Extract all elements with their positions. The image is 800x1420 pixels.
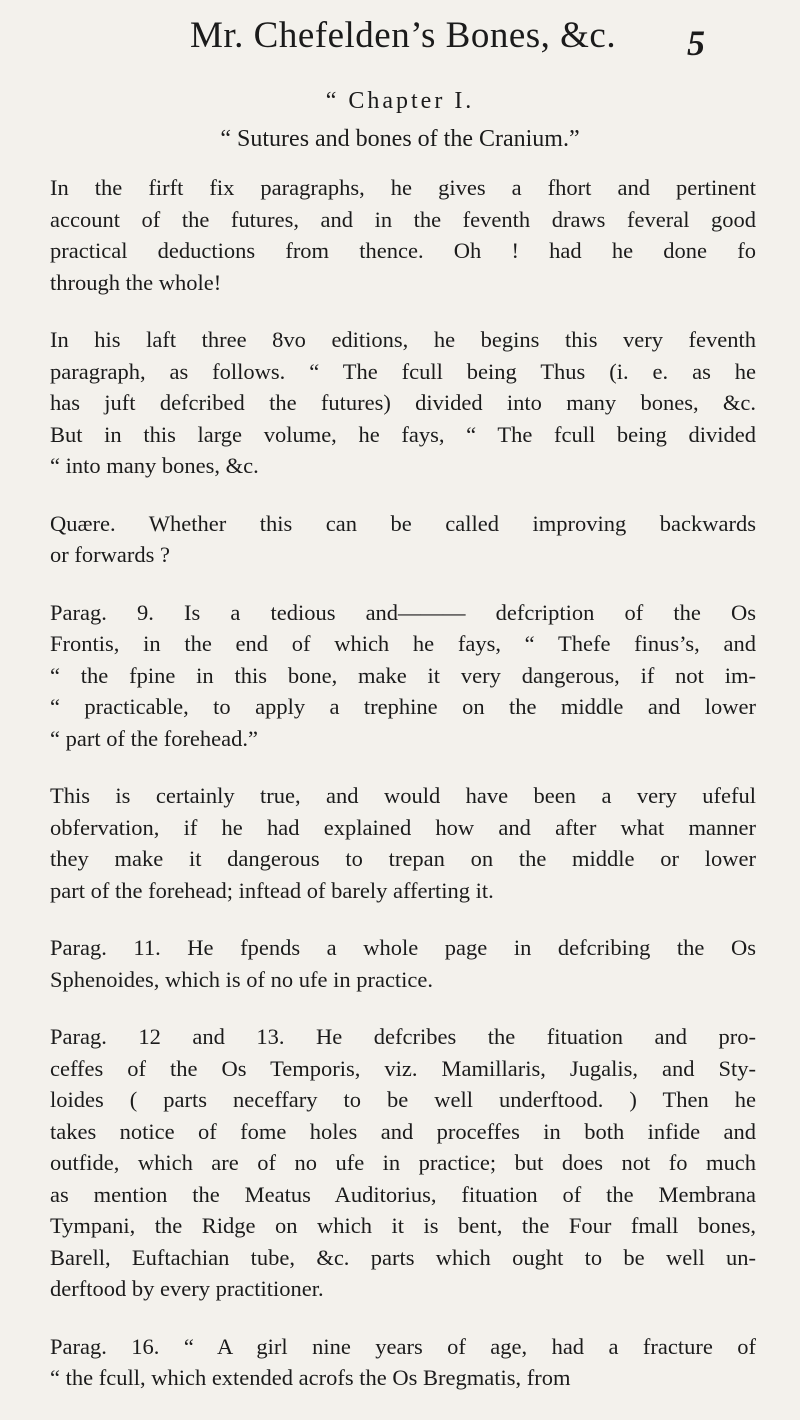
text-line: as mention the Meatus Auditorius, fituation of the Membrana <box>50 1181 756 1207</box>
text-line: But in this large volume, he fays, “ The fcull being divided <box>50 421 756 447</box>
paragraph <box>50 324 756 482</box>
paragraph <box>50 780 756 906</box>
text-line: ceffes of the Os Temporis, viz. Mamillaris, Jugalis, and Sty- <box>50 1055 756 1081</box>
text-line: Frontis, in the end of which he fays, “ Thefe finus’s, and <box>50 631 756 656</box>
paragraph <box>50 1331 756 1394</box>
text-line: “ the fpine in this bone, make it very dangerous, if not im- <box>50 662 756 688</box>
paragraph <box>50 1021 756 1305</box>
chapter-title-text: “ Chapter I. <box>325 88 475 114</box>
text-line: Parag. 9. Is a tedious and——— defcription of the Os <box>50 599 756 625</box>
text-line: Quære. Whether this can be called improving backwards <box>50 510 756 536</box>
text-line: Parag. 16. “ A girl nine years of age, had a fracture of <box>50 1333 756 1359</box>
text-line: account of the futures, and in the feventh draws feveral good <box>50 206 756 232</box>
text-line: In his laft three 8vo editions, he begins this very feventh <box>50 327 756 352</box>
paragraph <box>50 597 756 755</box>
text-line: obfervation, if he had explained how and after what manner <box>50 814 756 840</box>
text-line: “ practicable, to apply a trephine on the middle and lower <box>50 694 756 719</box>
text-line: part of the forehead; inftead of barely afferting it. <box>50 877 494 903</box>
text-line: they make it dangerous to trepan on the middle or lower <box>50 846 756 871</box>
text-line: loides ( parts neceffary to be well underftood. ) Then he <box>50 1087 756 1112</box>
body-text <box>50 172 756 1420</box>
text-line: This is certainly true, and would have been a very ufeful <box>50 783 756 808</box>
text-line: through the whole! <box>50 269 222 295</box>
text-line: “ part of the forehead.” <box>50 725 259 751</box>
text-line: derftood by every practitioner. <box>50 1276 324 1301</box>
text-line: Parag. 12 and 13. He defcribes the fituation and pro- <box>50 1024 756 1049</box>
text-line: “ the fcull, which extended acrofs the Os Bregmatis, from <box>50 1365 571 1390</box>
text-line: outfide, which are of no ufe in practice; but does not fo much <box>50 1150 756 1175</box>
text-line: Tympani, the Ridge on which it is bent, the Four fmall bones, <box>50 1213 756 1238</box>
running-title: Mr. Chefelden’s Bones, &c. <box>190 15 617 56</box>
text-line: Sphenoides, which is of no ufe in practice. <box>50 966 434 992</box>
chapter-title <box>0 88 800 115</box>
paragraph <box>50 508 756 571</box>
text-line: has juft defcribed the futures) divided into many bones, &c. <box>50 390 756 415</box>
paragraph <box>50 172 756 298</box>
text-line: practical deductions from thence. Oh ! had he done fo <box>50 238 756 263</box>
chapter-subtitle: “ Sutures and bones of the Cranium.” <box>220 126 580 152</box>
text-line: takes notice of fome holes and proceffes in both infide and <box>50 1118 756 1144</box>
text-line: In the firft fix paragraphs, he gives a fhort and pertinent <box>50 175 756 200</box>
text-line: Barell, Euftachian tube, &c. parts which ought to be well un- <box>50 1244 756 1270</box>
text-line: paragraph, as follows. “ The fcull being Thus (i. e. as he <box>50 358 756 384</box>
page-number: 5 <box>687 23 705 63</box>
paragraph <box>50 932 756 995</box>
text-line: or forwards ? <box>50 542 170 567</box>
text-line: “ into many bones, &c. <box>50 453 259 478</box>
text-line: Parag. 11. He fpends a whole page in defcribing the Os <box>50 935 756 960</box>
